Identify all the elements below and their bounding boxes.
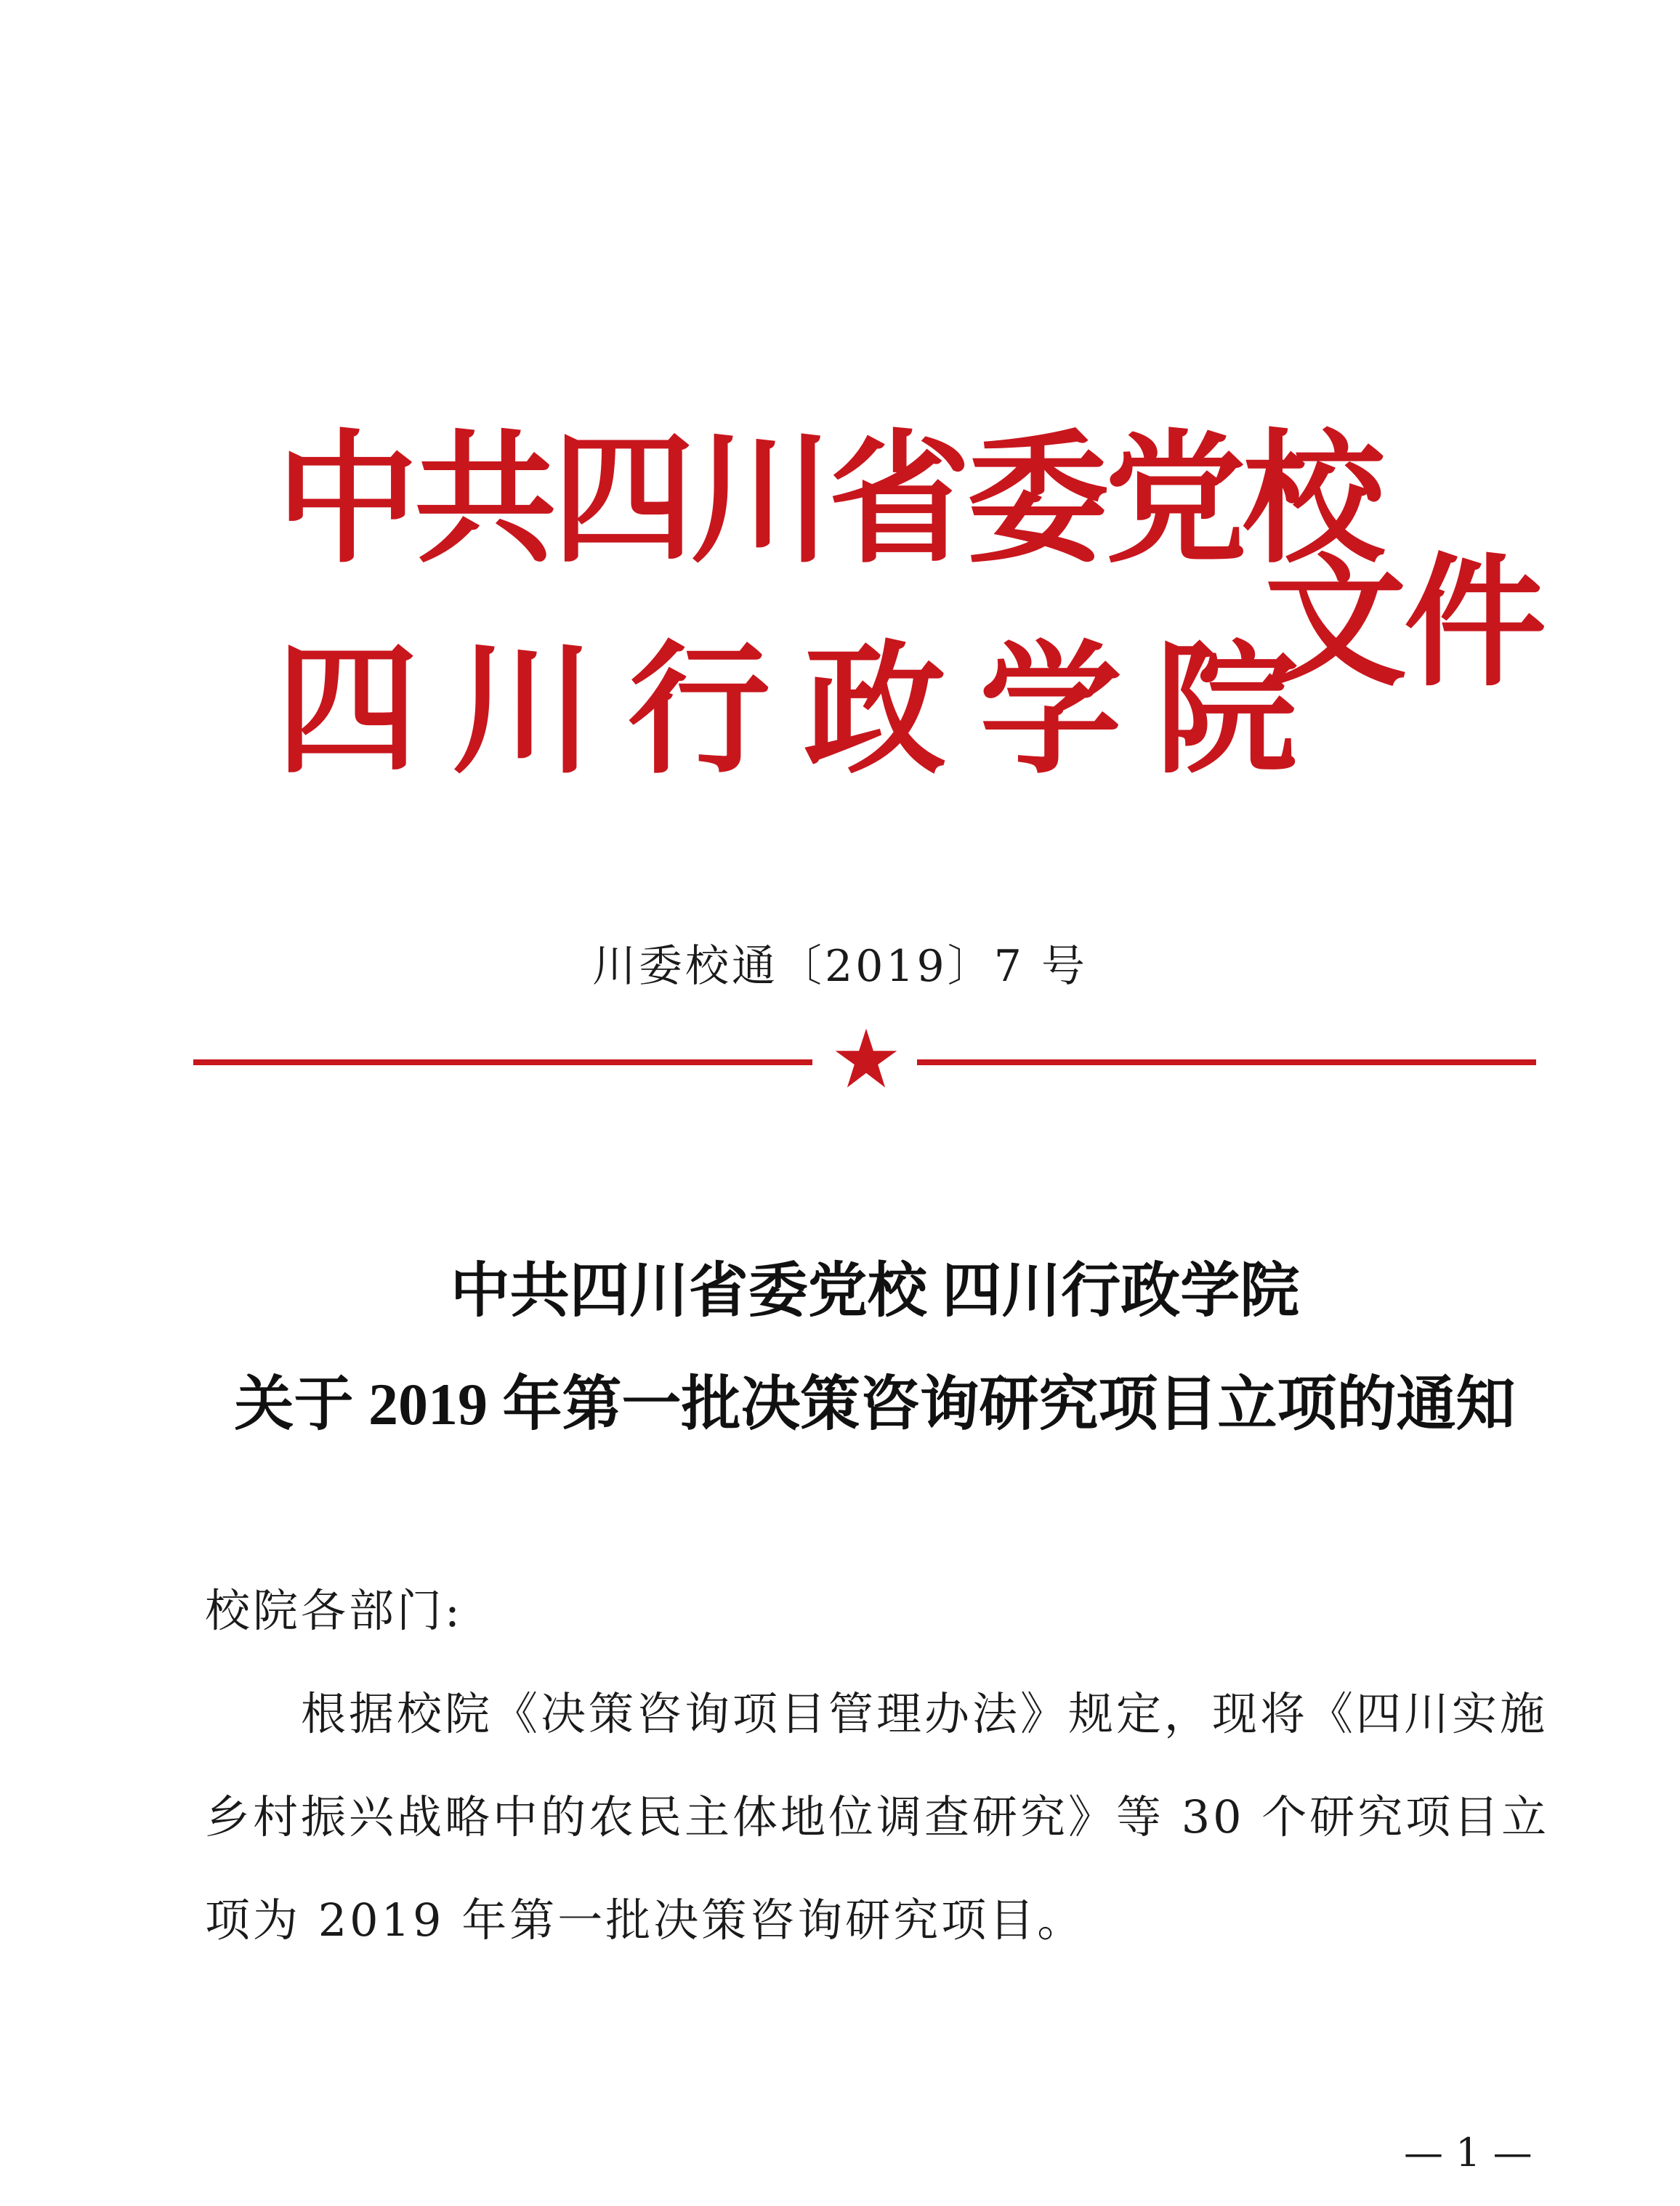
salutation: 校院各部门: bbox=[205, 1584, 463, 1637]
red-rule-left bbox=[193, 1059, 812, 1065]
notice-title-line-2: 关于 2019 年第一批决策咨询研究项目立项的通知 bbox=[234, 1371, 1516, 1437]
document-number: 川委校通〔2019〕7 号 bbox=[592, 941, 1088, 992]
masthead-document-label: 文件 bbox=[1264, 541, 1544, 706]
page-number: — 1 — bbox=[1404, 2130, 1532, 2175]
notice-title-line-1: 中共四川省委党校 四川行政学院 bbox=[450, 1258, 1300, 1324]
body-paragraph-line: 根据校院《决策咨询项目管理办法》规定，现将《四川实施 bbox=[301, 1687, 1548, 1740]
body-paragraph-line: 乡村振兴战略中的农民主体地位调查研究》等 30 个研究项目立 bbox=[205, 1790, 1550, 1843]
red-star-icon bbox=[833, 1026, 899, 1091]
body-paragraph-line: 项为 2019 年第一批决策咨询研究项目。 bbox=[205, 1894, 1086, 1947]
masthead-org-line-1: 中共四川省委党校 bbox=[276, 417, 1381, 583]
masthead-org-line-2: 四川行政学院 bbox=[276, 628, 1332, 793]
red-rule-right bbox=[917, 1059, 1536, 1065]
